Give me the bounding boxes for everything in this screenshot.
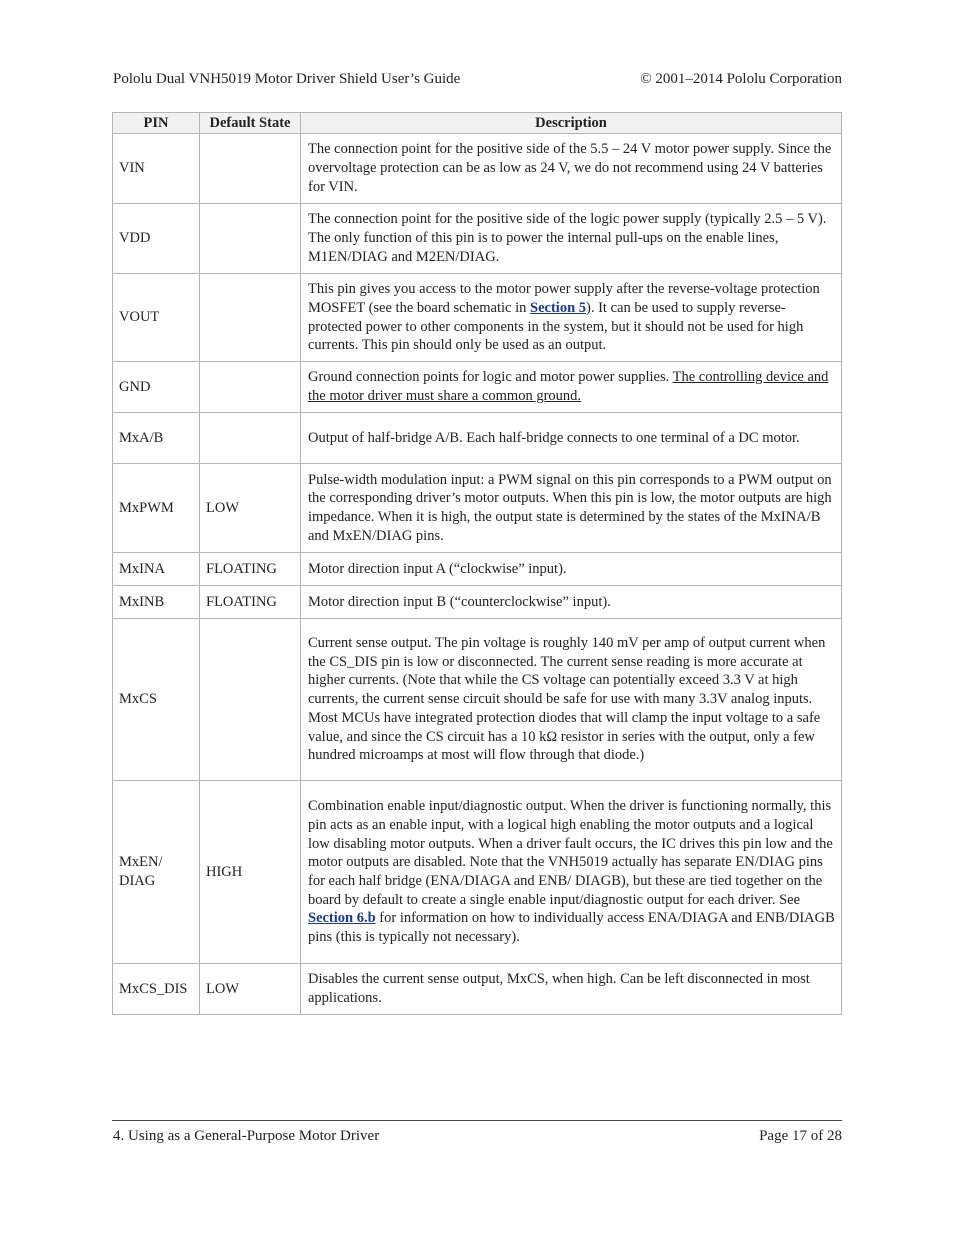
pin-cell: MxPWM (113, 464, 200, 553)
page-footer (113, 1127, 842, 1145)
default-state-cell (200, 204, 301, 274)
description-cell (301, 362, 842, 413)
pin-cell: VOUT (113, 274, 200, 362)
description-text: Ground connection points for logic and motor power supplies. (308, 369, 673, 386)
pin-cell: MxCS_DIS (113, 964, 200, 1015)
default-state-cell: HIGH (200, 781, 301, 964)
default-state-cell: FLOATING (200, 553, 301, 586)
pin-cell: MxINB (113, 586, 200, 619)
default-state-cell: LOW (200, 464, 301, 553)
description-cell: Disables the current sense output, MxCS, when high. Can be left disconnected in most applications. (301, 964, 842, 1015)
table-row (113, 781, 842, 964)
description-text: Combination enable input/diagnostic output. When the driver is functioning normally, this pin acts as an enable input, with a logical high enabling the motor outputs and a logical low disabling motor outputs. When a driver fault occurs, the IC drives this pin low and the motor outputs are disabled. Note that the VNH5019 actually has separate EN/DIAG pins for each half bridge (ENA/DIAGA and ENB/ DIAGB), but these are tied together on the board by default to create a single enable input/diagnostic output for each driver. See (308, 798, 833, 908)
column-header-description: Description (301, 113, 842, 134)
pin-cell: VDD (113, 204, 200, 274)
description-text: for information on how to individually access ENA/DIAGA and ENB/DIAGB pins (this is typically not necessary). (308, 910, 835, 946)
footer-divider (112, 1120, 842, 1121)
page-number: Page 17 of 28 (759, 1128, 842, 1144)
pin-description-table (112, 112, 842, 1015)
description-cell (301, 274, 842, 362)
copyright-notice: © 2001–2014 Pololu Corporation (640, 71, 842, 87)
table-row (113, 964, 842, 1015)
table-header-row (113, 113, 842, 134)
default-state-cell (200, 413, 301, 464)
default-state-cell: FLOATING (200, 586, 301, 619)
default-state-cell (200, 362, 301, 413)
pin-cell: GND (113, 362, 200, 413)
section-6b-link[interactable]: Section 6.b (308, 910, 376, 927)
table-row (113, 134, 842, 204)
description-cell: Output of half-bridge A/B. Each half-bridge connects to one terminal of a DC motor. (301, 413, 842, 464)
description-text: This pin gives you access to the motor power supply after the reverse-voltage protection MOSFET (see the board schematic in (308, 281, 820, 316)
description-cell: Pulse-width modulation input: a PWM signal on this pin corresponds to a PWM output on the corresponding driver’s motor outputs. When this pin is low, the motor outputs are high impedance. When it is high, the output state is determined by the states of the MxINA/B and MxEN/DIAG pins. (301, 464, 842, 553)
description-cell: The connection point for the positive side of the 5.5 – 24 V motor power supply. Since the overvoltage protection can be as low as 24 V, we do not recommend using 24 V batteries for VIN. (301, 134, 842, 204)
table-row (113, 464, 842, 553)
table-row (113, 204, 842, 274)
default-state-cell (200, 274, 301, 362)
description-cell: The connection point for the positive side of the logic power supply (typically 2.5 – 5 V). The only function of this pin is to power the internal pull-ups on the enable lines, M1EN/DIAG and M2EN/DIAG. (301, 204, 842, 274)
default-state-cell (200, 619, 301, 781)
pin-cell: MxEN/ DIAG (113, 781, 200, 964)
table-row (113, 619, 842, 781)
description-cell: Current sense output. The pin voltage is roughly 140 mV per amp of output current when the CS_DIS pin is low or disconnected. The current sense reading is more accurate at higher currents. (Note that while the CS voltage can potentially exceed 3.3 V at high currents, the current sense circuit should be safe for use with many 3.3V analog inputs. Most MCUs have integrated protection diodes that will clamp the input voltage to a safe value, and since the CS circuit has a 10 kΩ resistor in series with the output, only a few hundred microamps at most will flow through that diode.) (301, 619, 842, 781)
default-state-cell: LOW (200, 964, 301, 1015)
description-cell: Motor direction input A (“clockwise” input). (301, 553, 842, 586)
table-row (113, 362, 842, 413)
pin-cell: MxINA (113, 553, 200, 586)
pin-cell: MxCS (113, 619, 200, 781)
table-row (113, 274, 842, 362)
document-title: Pololu Dual VNH5019 Motor Driver Shield User’s Guide (113, 71, 461, 87)
footer-section-title: 4. Using as a General-Purpose Motor Driver (113, 1128, 380, 1144)
description-cell (301, 781, 842, 964)
pin-cell: VIN (113, 134, 200, 204)
column-header-default-state: Default State (200, 113, 301, 134)
section-5-link[interactable]: Section 5 (530, 299, 587, 316)
column-header-pin: PIN (113, 113, 200, 134)
description-text: ). It can be used to supply reverse-protected power to other components in the system, but it should not be used for high currents. This pin should only be used as an output. (308, 299, 804, 354)
description-cell: Motor direction input B (“counterclockwise” input). (301, 586, 842, 619)
table-row (113, 553, 842, 586)
default-state-cell (200, 134, 301, 204)
pin-cell: MxA/B (113, 413, 200, 464)
page-header (113, 70, 842, 88)
table-row (113, 413, 842, 464)
common-ground-note: The controlling device and the motor driver must share a common ground. (308, 369, 829, 404)
table-row (113, 586, 842, 619)
